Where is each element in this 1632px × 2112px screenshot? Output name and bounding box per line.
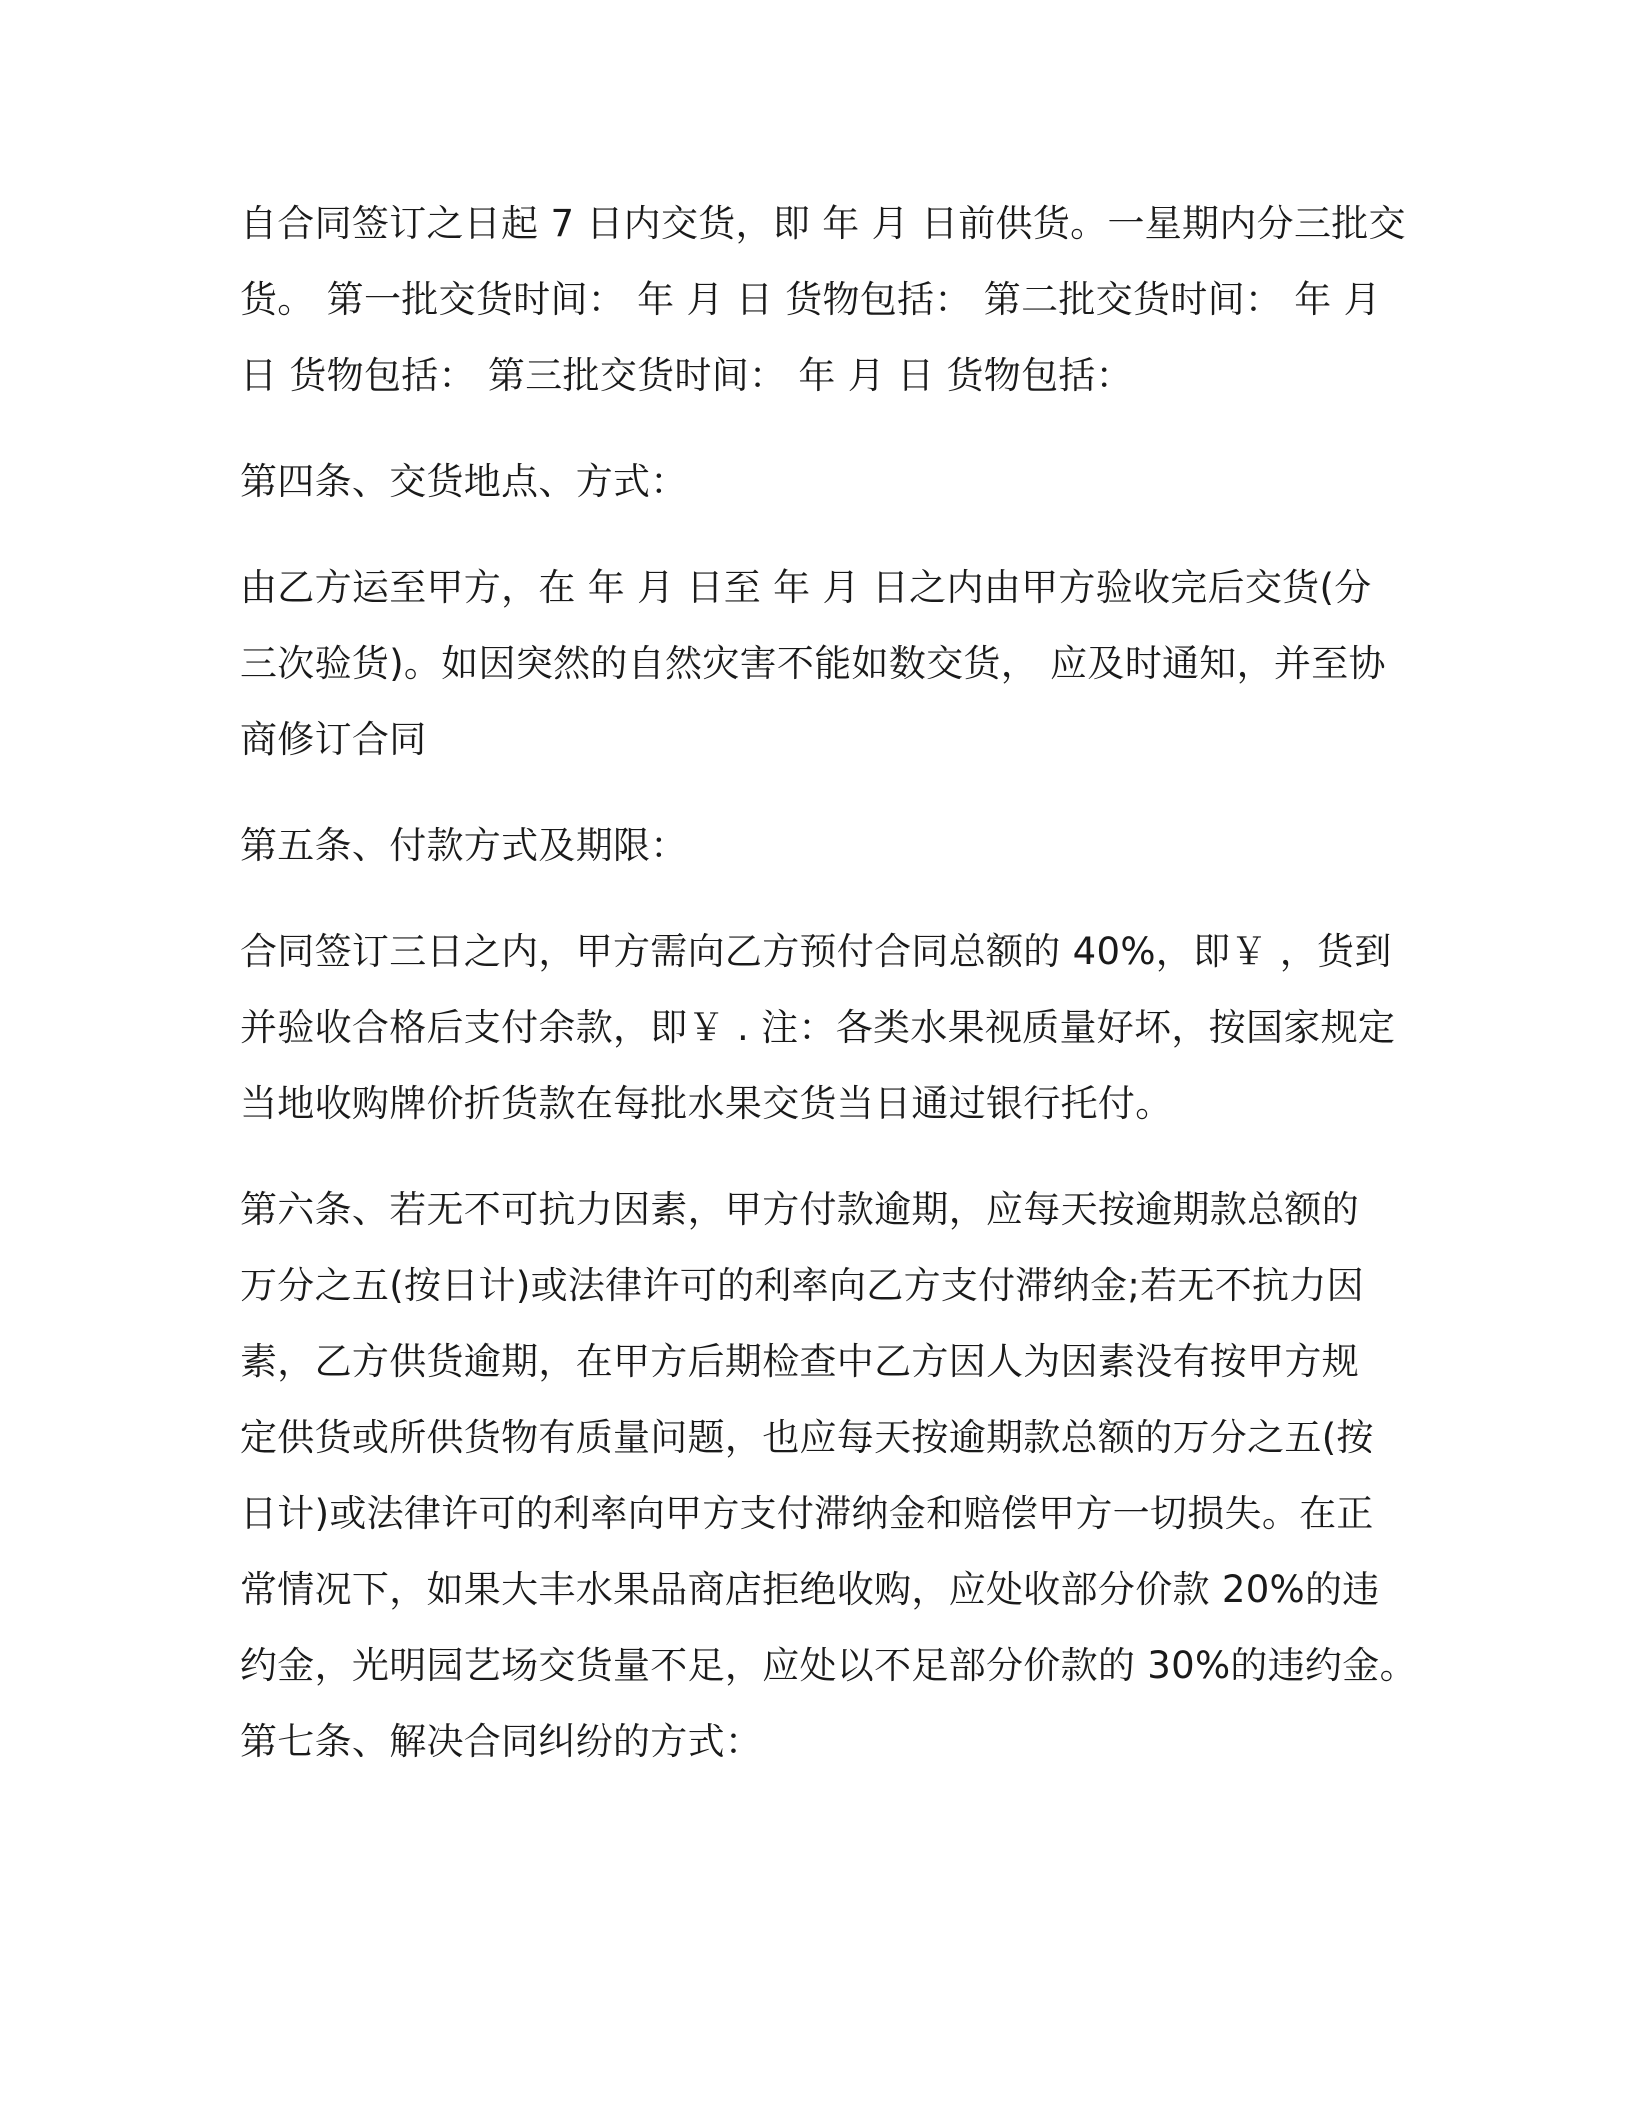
- paragraph-article-6: [240, 1172, 1417, 1780]
- text-line: 日 货物包括： 第三批交货时间： 年 月 日 货物包括：: [240, 354, 1133, 397]
- article-5-heading: [240, 808, 1400, 884]
- text-line: 素，乙方供货逾期，在甲方后期检查中乙方因人为因素没有按甲方规: [240, 1340, 1359, 1383]
- text-line: 合同签订三日之内，甲方需向乙方预付合同总额的 40%，即￥ ，货到: [240, 930, 1392, 973]
- text-line: 由乙方运至甲方，在 年 月 日至 年 月 日之内由甲方验收完后交货(分: [240, 566, 1372, 609]
- text-line: 第六条、若无不可抗力因素，甲方付款逾期，应每天按逾期款总额的: [240, 1188, 1359, 1231]
- text-line: 日计)或法律许可的利率向甲方支付滞纳金和赔偿甲方一切损失。在正: [240, 1492, 1374, 1535]
- text-line: 约金，光明园艺场交货量不足，应处以不足部分价款的 30%的违约金。: [240, 1644, 1417, 1687]
- document-body: [240, 186, 1417, 1780]
- text-line: 万分之五(按日计)或法律许可的利率向乙方支付滞纳金;若无不抗力因: [240, 1264, 1364, 1307]
- paragraph-delivery-time: [240, 186, 1406, 414]
- text-line: 货。 第一批交货时间： 年 月 日 货物包括： 第二批交货时间： 年 月: [240, 278, 1381, 321]
- text-line: 当地收购牌价折货款在每批水果交货当日通过银行托付。: [240, 1082, 1173, 1125]
- text-line: 常情况下，如果大丰水果品商店拒绝收购，应处收部分价款 20%的违: [240, 1568, 1380, 1611]
- text-line: 定供货或所供货物有质量问题，也应每天按逾期款总额的万分之五(按: [240, 1416, 1374, 1459]
- text-line: 商修订合同: [240, 718, 427, 761]
- section-heading: 第四条、交货地点、方式：: [240, 460, 688, 503]
- article-7-heading: 第七条、解决合同纠纷的方式：: [240, 1720, 763, 1763]
- text-line: 三次验货)。如因突然的自然灾害不能如数交货， 应及时通知，并至协: [240, 642, 1386, 685]
- text-line: 自合同签订之日起 7 日内交货，即 年 月 日前供货。一星期内分三批交: [240, 202, 1406, 245]
- section-heading: 第五条、付款方式及期限：: [240, 824, 688, 867]
- paragraph-article-4: [240, 550, 1400, 778]
- paragraph-article-5: [240, 914, 1400, 1142]
- article-4-heading: [240, 444, 1400, 520]
- text-line: 并验收合格后支付余款，即￥ . 注：各类水果视质量好坏，按国家规定: [240, 1006, 1396, 1049]
